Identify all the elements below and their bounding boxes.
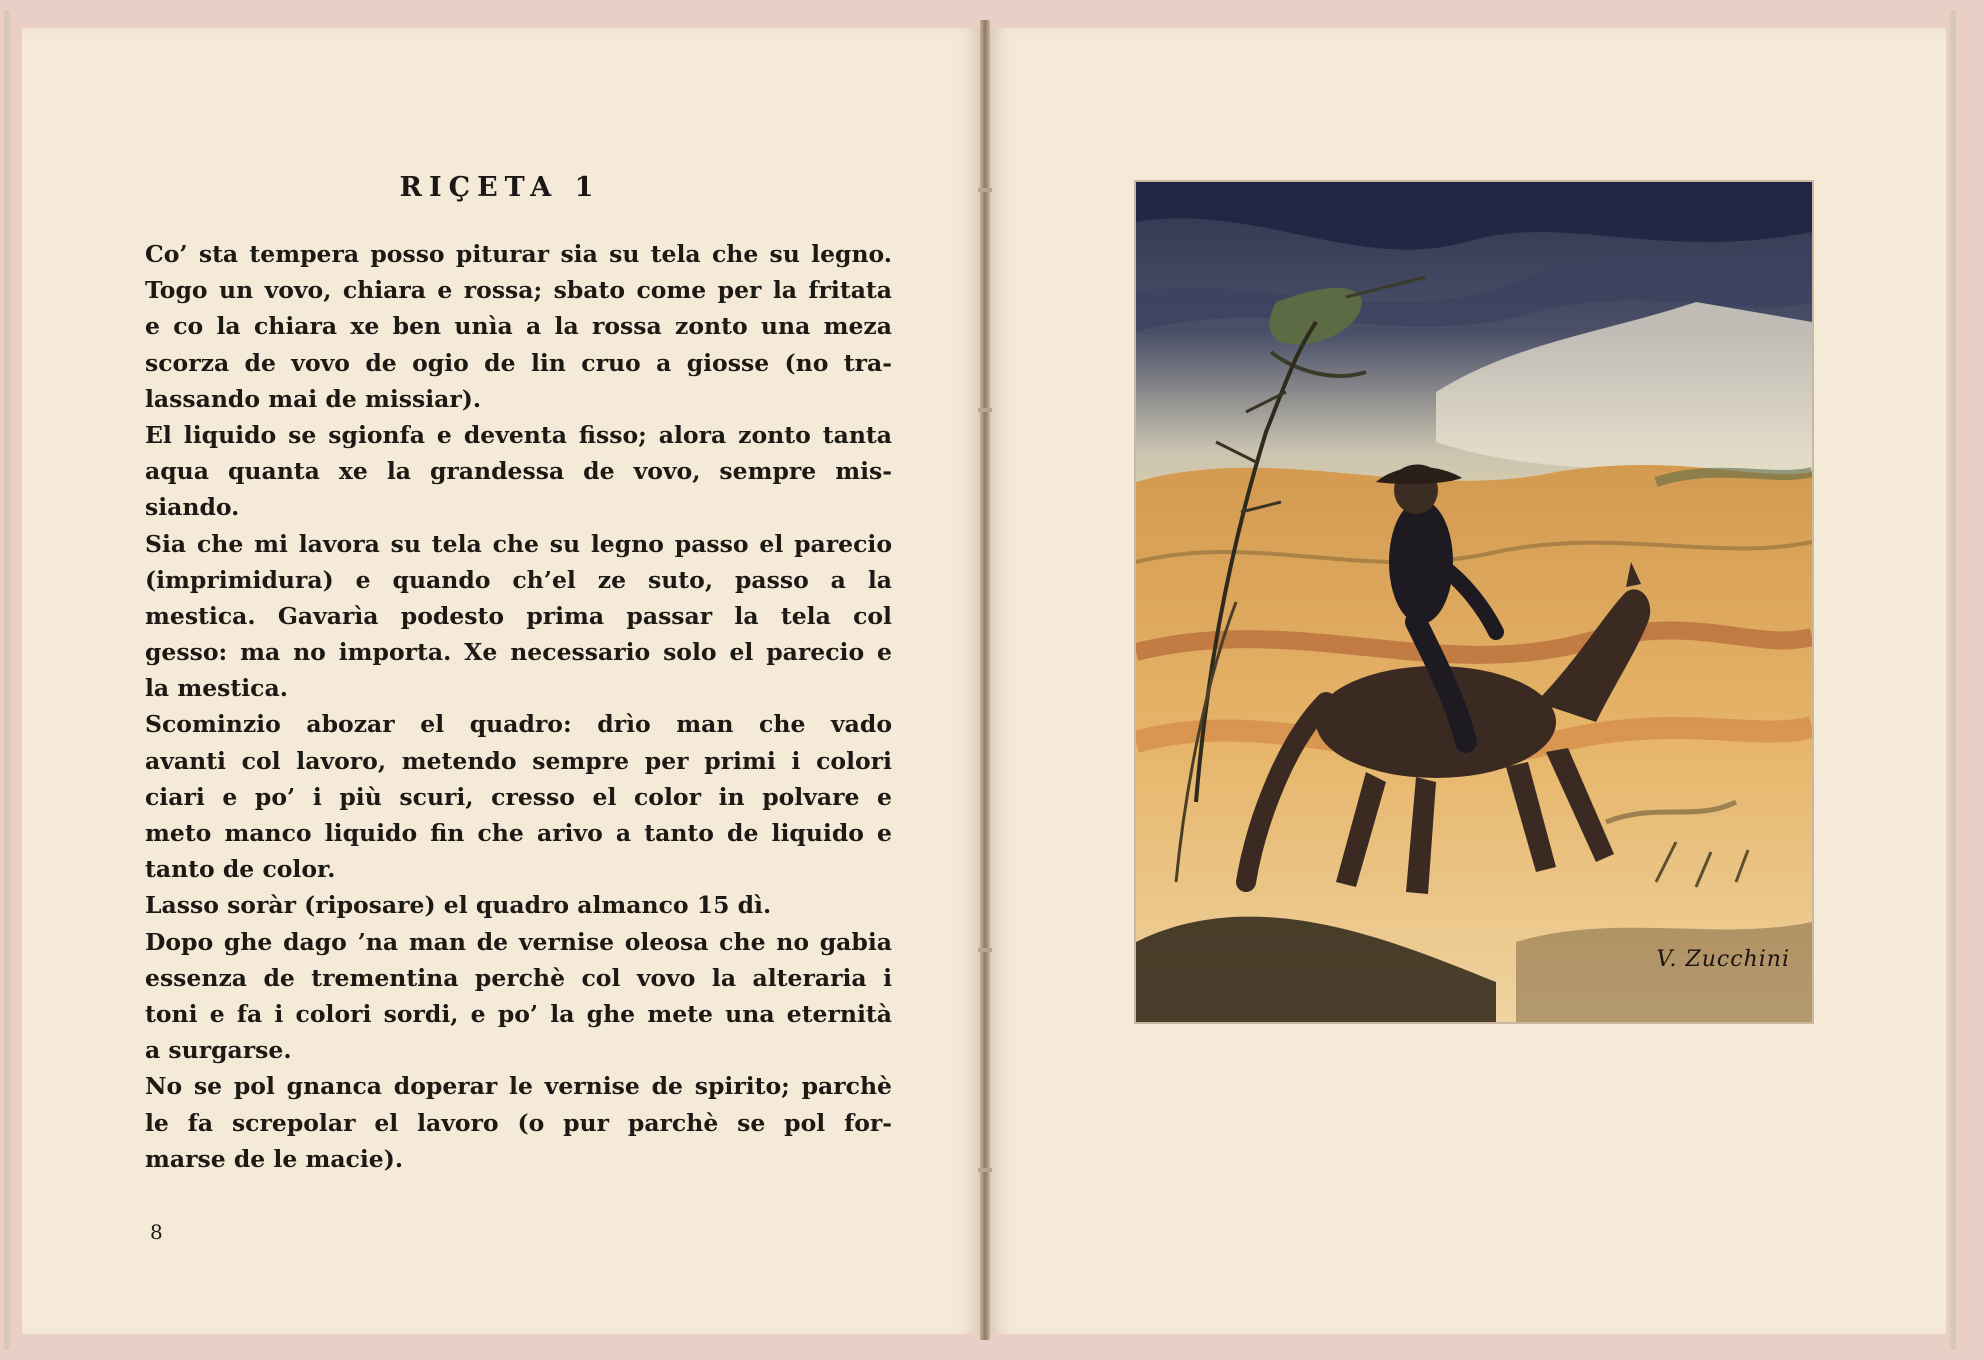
text-line: siando. <box>145 493 240 522</box>
text-line: Dopo ghe dago ’na man de vernise oleosa che no gabia <box>145 927 892 956</box>
text-line: gesso: ma no importa. Xe necessario solo el parecio e <box>145 638 892 667</box>
text-line: (imprimidura) e quando ch’el ze suto, passo a la <box>145 565 892 594</box>
text-line: tanto de color. <box>145 855 336 884</box>
text-line: lassando mai de missiar). <box>145 384 482 413</box>
book-cover-edge-left <box>4 10 10 1350</box>
text-line: Lasso soràr (riposare) el quadro almanco 15 dì. <box>145 891 772 920</box>
text-line: Sia che mi lavora su tela che su legno passo el parecio <box>145 529 892 558</box>
recipe-title: RIÇETA 1 <box>399 172 601 203</box>
recipe-body <box>145 236 892 1177</box>
text-line: scorza de vovo de ogio de lin cruo a giosse (no tra- <box>145 348 892 377</box>
painting-illustration <box>1134 180 1814 1024</box>
text-line: toni e fa i colori sordi, e po’ la ghe mete una eternità <box>145 999 892 1028</box>
text-line: El liquido se sgionfa e deventa fisso; alora zonto tanta <box>145 420 892 449</box>
book-cover-edge-right <box>1950 10 1956 1350</box>
text-line: Co’ sta tempera posso piturar sia su tela che su legno. <box>145 240 892 268</box>
text-line: ciari e po’ i più scuri, cresso el color in polvare e <box>145 782 892 811</box>
text-line: e co la chiara xe ben unìa a la rossa zonto una meza <box>145 312 892 341</box>
book-gutter <box>980 20 990 1340</box>
text-line: meto manco liquido fin che arivo a tanto de liquido e <box>145 819 892 847</box>
text-line: le fa screpolar el lavoro (o pur parchè se pol for- <box>145 1108 892 1137</box>
binding-thread <box>978 408 992 412</box>
text-line: la mestica. <box>145 674 288 703</box>
painting-signature: V. Zucchini <box>1656 947 1790 972</box>
binding-thread <box>978 1168 992 1172</box>
text-line: avanti col lavoro, metendo sempre per primi i colori <box>145 746 892 775</box>
text-line: mestica. Gavarìa podesto prima passar la tela col <box>145 601 892 630</box>
text-line: marse de le macie). <box>145 1144 404 1173</box>
text-line: No se pol gnanca doperar le vernise de spirito; parchè <box>145 1072 892 1101</box>
binding-thread <box>978 948 992 952</box>
text-line: Scominzio abozar el quadro: drìo man che vado <box>145 710 892 739</box>
text-line: a surgarse. <box>145 1036 292 1065</box>
binding-thread <box>978 188 992 192</box>
page-number: 8 <box>150 1220 163 1244</box>
painting-rider-icon <box>1136 182 1812 1022</box>
text-line: Togo un vovo, chiara e rossa; sbato come per la fritata <box>145 276 892 305</box>
text-line: aqua quanta xe la grandessa de vovo, sempre mis- <box>145 457 892 486</box>
text-line: essenza de trementina perchè col vovo la alteraria i <box>145 963 892 992</box>
